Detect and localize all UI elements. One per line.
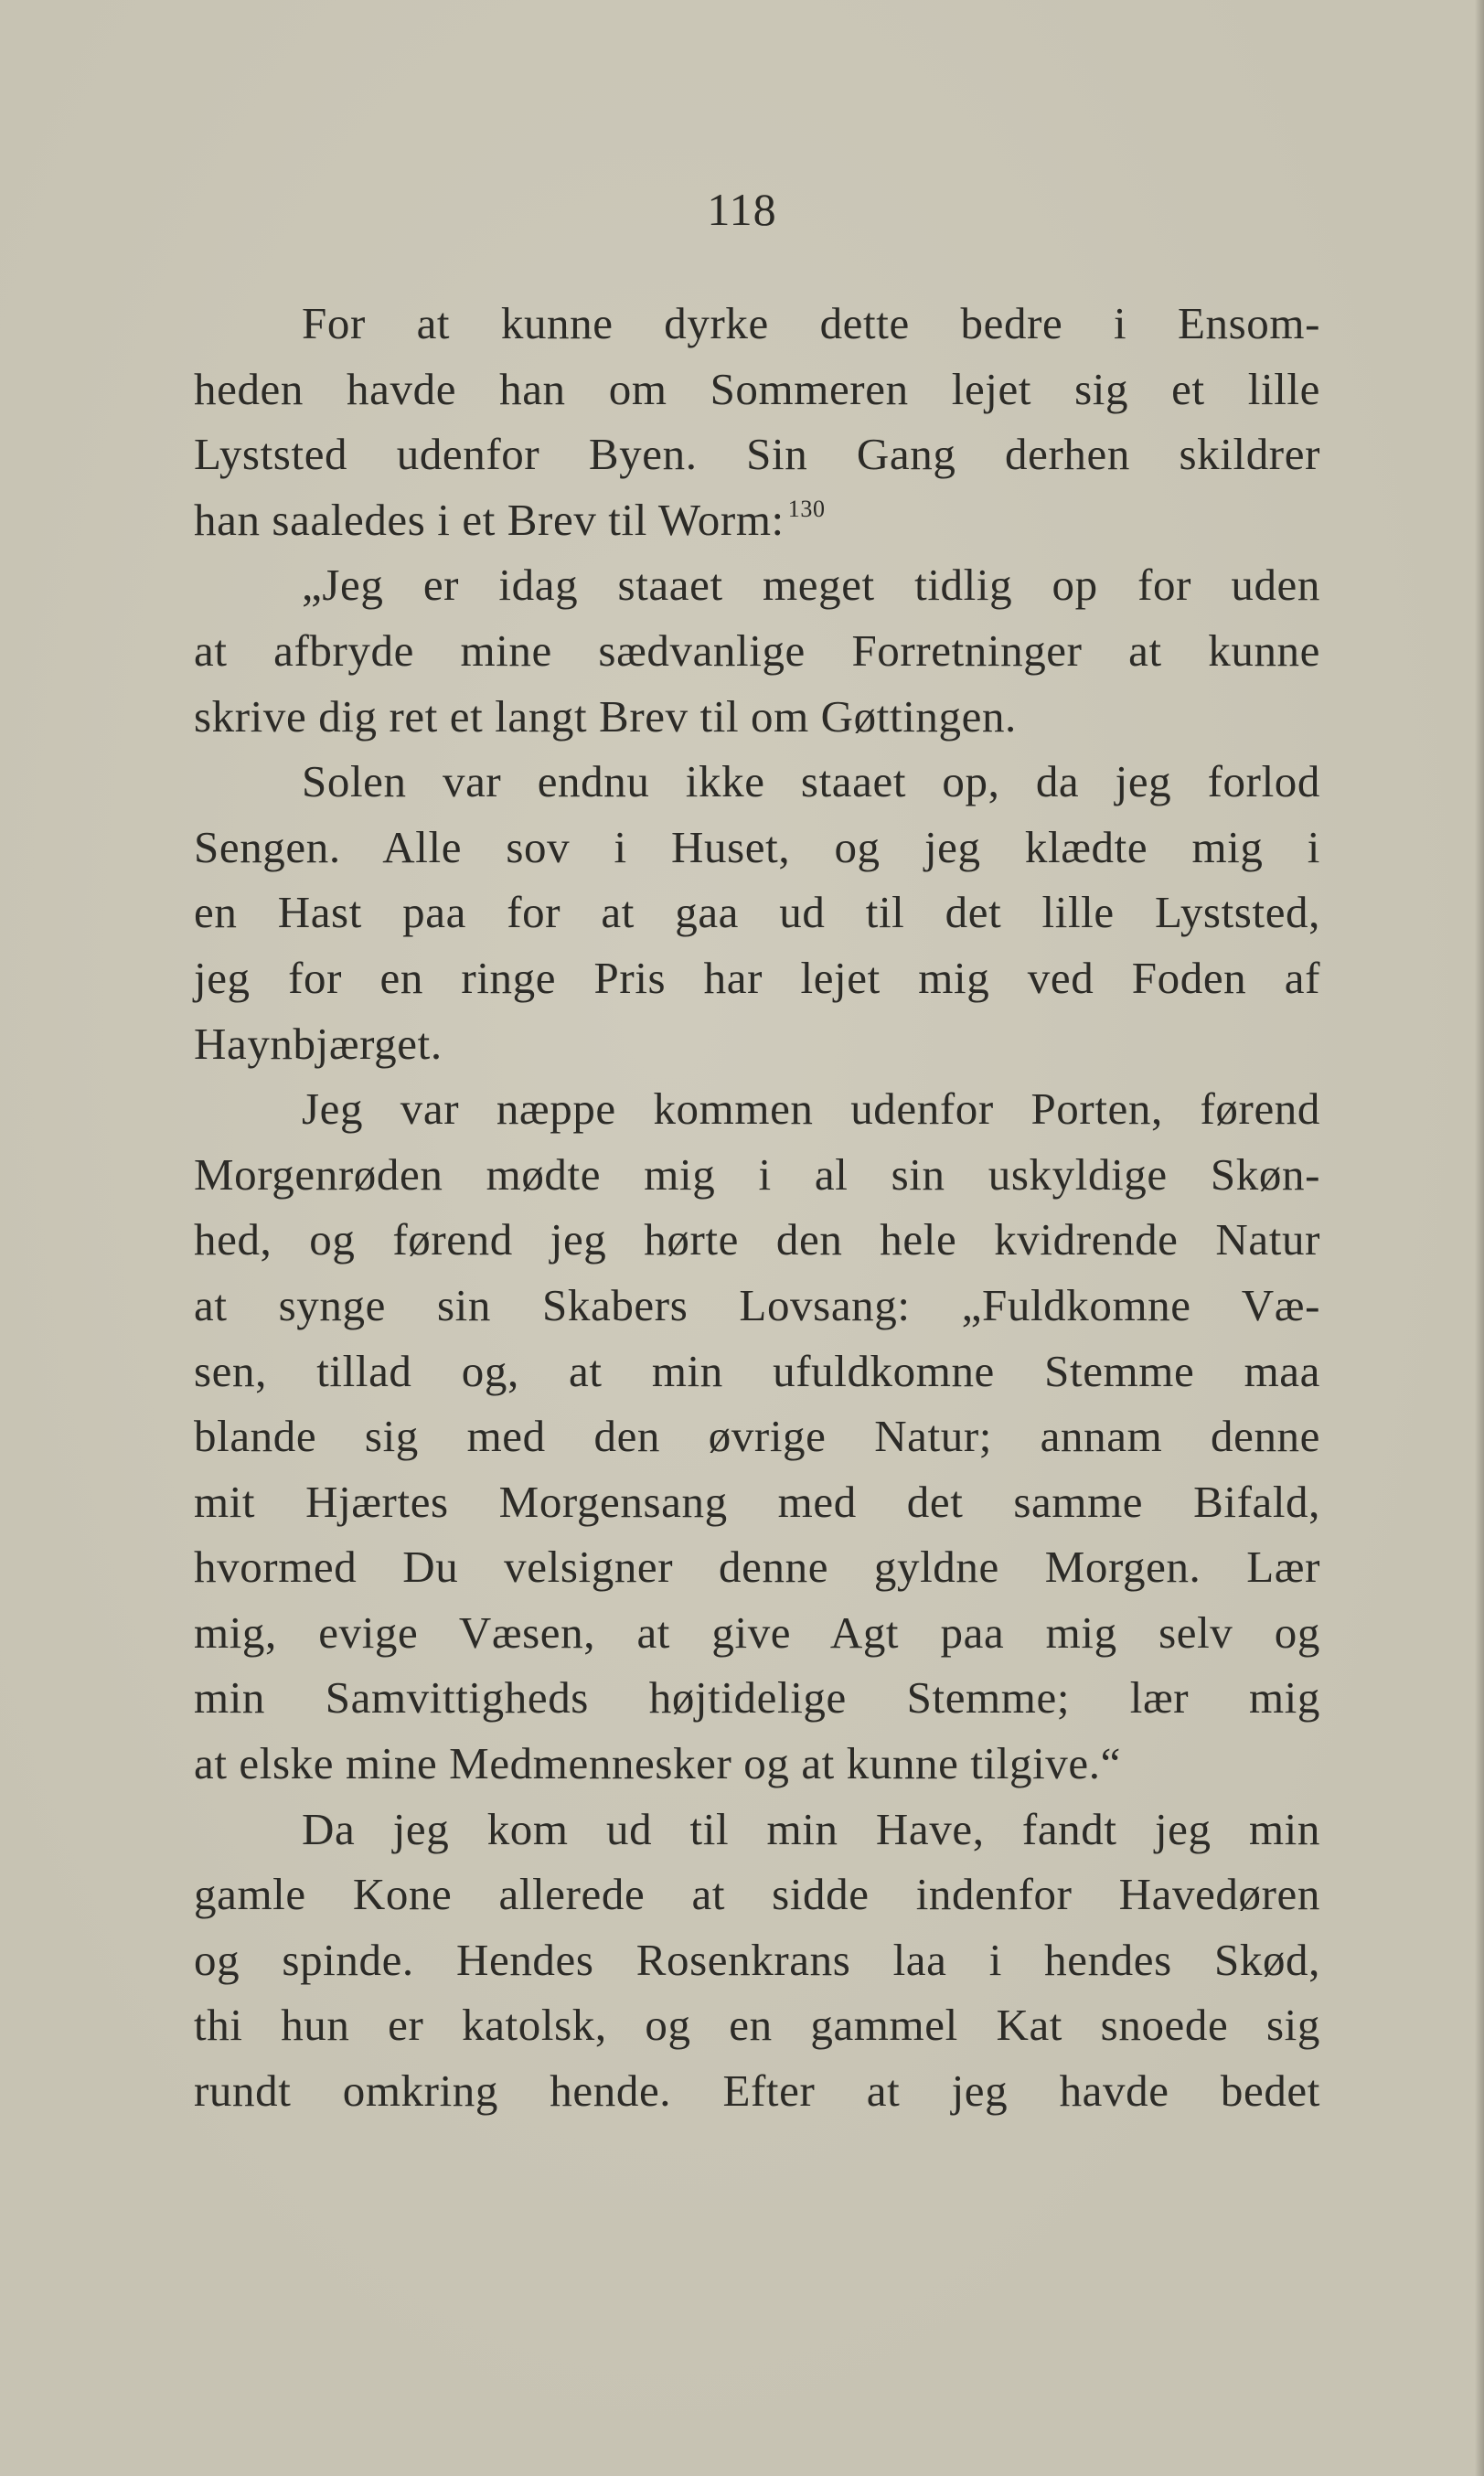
text-line: [194, 487, 1320, 553]
text-line-content: „Jeg er idag staaet meget tidlig op for uden: [302, 560, 1320, 611]
text-line: [194, 945, 1320, 1011]
text-line: [194, 684, 1320, 750]
text-line: [194, 552, 1320, 618]
text-line: [194, 1600, 1320, 1666]
text-line: [194, 422, 1320, 487]
text-line-content: en Hast paa for at gaa ud til det lille Lyststed,: [194, 887, 1320, 938]
text-line: [194, 2058, 1320, 2124]
text-line: [194, 1534, 1320, 1600]
text-line-content: min Samvittigheds højtidelige Stemme; lær mig: [194, 1672, 1320, 1724]
text-line: [194, 1797, 1320, 1862]
text-line-content: thi hun er katolsk, og en gammel Kat snoede sig: [194, 2000, 1320, 2051]
text-line: [194, 1731, 1320, 1797]
text-line-content: at afbryde mine sædvanlige Forretninger at kunne: [194, 624, 1320, 676]
text-line-content: Lyststed udenfor Byen. Sin Gang derhen skildrer: [194, 429, 1320, 480]
text-line: [194, 1076, 1320, 1142]
text-line-content: Haynbjærget.: [194, 1018, 443, 1069]
text-line: [194, 1207, 1320, 1273]
text-line-content: han saaledes i et Brev til Worm:: [194, 494, 785, 545]
text-line: [194, 1273, 1320, 1339]
text-line: [194, 291, 1320, 357]
text-line-content: hed, og førend jeg hørte den hele kvidrende Natur: [194, 1214, 1320, 1265]
text-line-content: sen, tillad og, at min ufuldkomne Stemme maa: [194, 1345, 1320, 1396]
text-line-content: Sengen. Alle sov i Huset, og jeg klædte mig i: [194, 821, 1320, 872]
footnote-reference: 130: [787, 495, 826, 522]
text-line: [194, 1011, 1320, 1077]
text-line-content: blande sig med den øvrige Natur; annam denne: [194, 1411, 1320, 1462]
text-line-content: at synge sin Skabers Lovsang: „Fuldkomne Væ-: [194, 1279, 1320, 1330]
text-line: [194, 880, 1320, 945]
text-line-content: skrive dig ret et langt Brev til om Gøttingen.: [194, 690, 1017, 742]
text-line-content: Da jeg kom ud til min Have, fandt jeg min: [302, 1803, 1320, 1854]
text-line: [194, 1339, 1320, 1404]
text-line-content: Solen var endnu ikke staaet op, da jeg forlod: [302, 756, 1320, 807]
body-text: [194, 291, 1320, 2124]
text-line: [194, 1862, 1320, 1927]
text-line: [194, 1142, 1320, 1208]
text-line: [194, 1665, 1320, 1731]
text-line: [194, 1927, 1320, 1993]
text-line: [194, 749, 1320, 815]
text-line: [194, 357, 1320, 422]
text-line-content: For at kunne dyrke dette bedre i Ensom-: [302, 298, 1320, 348]
text-line-content: gamle Kone allerede at sidde indenfor Havedøren: [194, 1869, 1320, 1920]
text-line: [194, 1469, 1320, 1535]
text-line-content: heden havde han om Sommeren lejet sig et lille: [194, 363, 1320, 414]
text-line-content: mig, evige Væsen, at give Agt paa mig selv og: [194, 1606, 1320, 1658]
text-line: [194, 815, 1320, 880]
text-line-content: Morgenrøden mødte mig i al sin uskyldige Skøn-: [194, 1148, 1320, 1200]
text-line-content: rundt omkring hende. Efter at jeg havde bedet: [194, 2065, 1320, 2117]
text-line-content: at elske mine Medmennesker og at kunne tilgive.“: [194, 1738, 1121, 1789]
text-line-content: hvormed Du velsigner denne gyldne Morgen. Lær: [194, 1542, 1320, 1593]
text-line: [194, 618, 1320, 684]
text-line-content: Jeg var næppe kommen udenfor Porten, førend: [302, 1083, 1320, 1135]
text-line-content: jeg for en ringe Pris har lejet mig ved Foden af: [194, 952, 1320, 1003]
text-line-content: og spinde. Hendes Rosenkrans laa i hendes Skød,: [194, 1934, 1320, 1985]
text-line-content: mit Hjærtes Morgensang med det samme Bifald,: [194, 1476, 1320, 1527]
text-line: [194, 1403, 1320, 1469]
page-number: 118: [707, 184, 777, 235]
page-edge-shadow: [1475, 0, 1484, 2476]
text-line: [194, 1992, 1320, 2058]
